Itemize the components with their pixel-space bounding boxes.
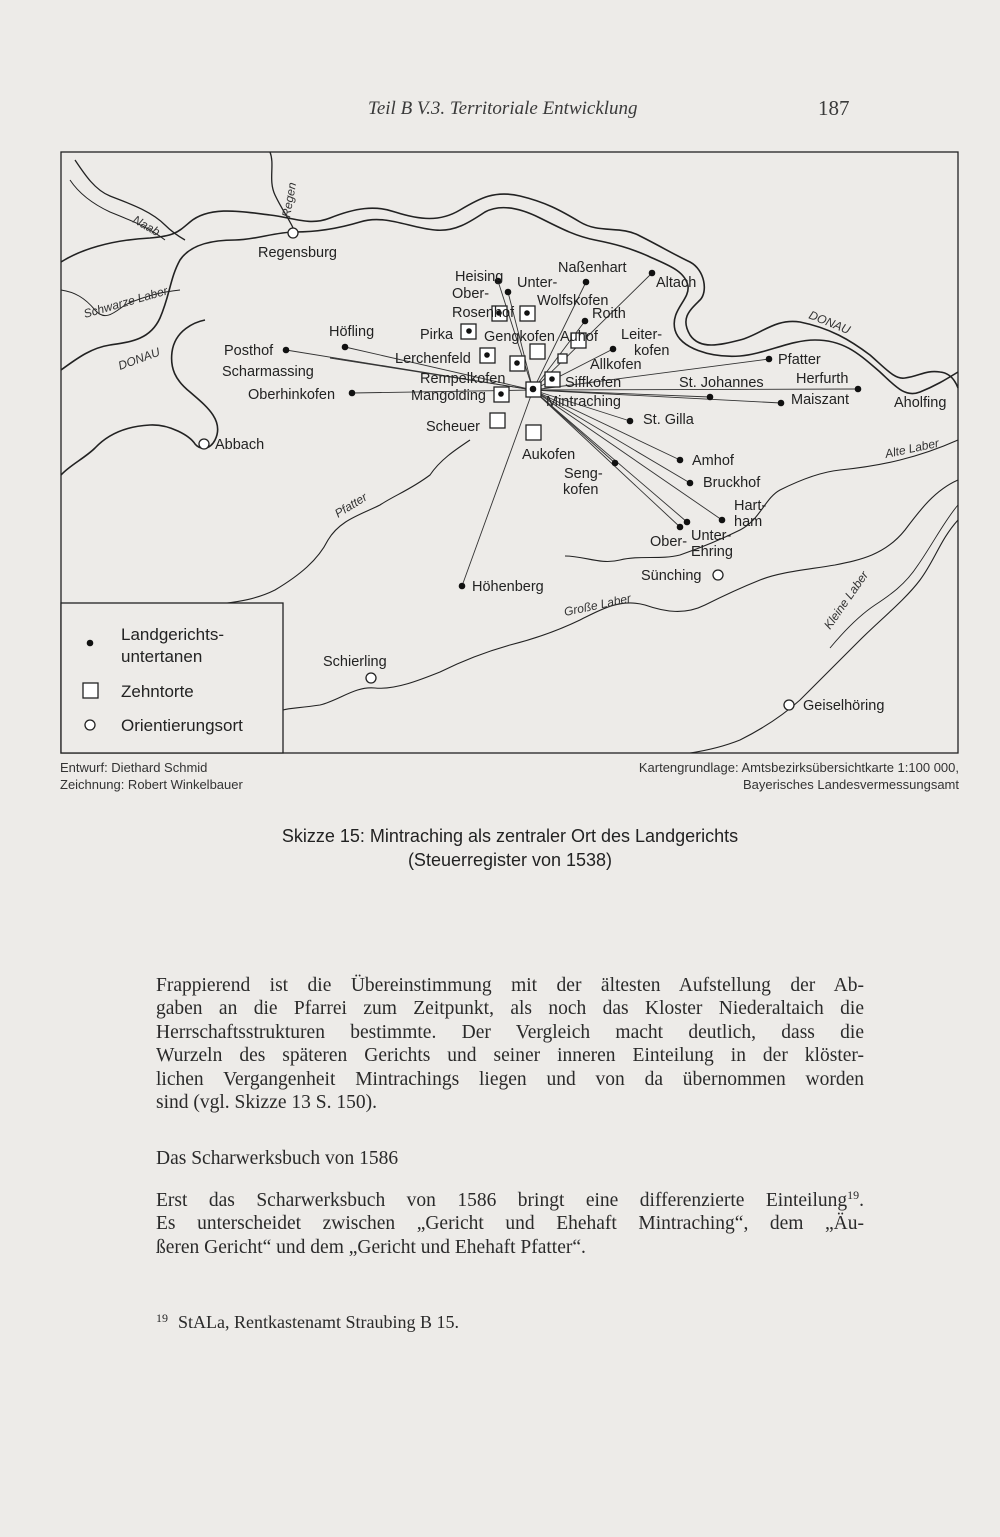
place-rempelkofen: Rempelkofen [420, 371, 506, 387]
place-oberhinkofen: Oberhinkofen [248, 387, 336, 403]
legend-dot-label-2: untertanen [121, 647, 203, 666]
legend-square-label: Zehntorte [121, 682, 194, 701]
paragraph-1-line: Herrschaftsstrukturen bestimmte. Der Vergleich macht deutlich, dass die [156, 1021, 864, 1043]
kleine-laber-bank [830, 505, 958, 648]
place-pirka: Pirka [420, 327, 454, 343]
footnote-number: 19 [156, 1311, 168, 1325]
place-nassenhart: Naßenhart [558, 260, 627, 276]
paragraph-1-line: sind (vgl. Skizze 13 S. 150). [156, 1092, 377, 1114]
legend-circle-label: Orientierungsort [121, 716, 243, 735]
river-label-regen: Regen [279, 181, 300, 219]
river-label-alte-laber: Alte Laber [883, 435, 941, 461]
place-labels [215, 245, 946, 714]
place-hartham: Hart- [734, 498, 767, 514]
legend-dot-label-1: Landgerichts- [121, 625, 225, 644]
paragraph-2-text: Erst das Scharwerksbuch von 1586 bringt eine differenzierte Einteilung [156, 1190, 848, 1211]
place-scharmassing: Scharmassing [222, 364, 314, 380]
credits-left [60, 759, 243, 793]
credit-drawing: Zeichnung: Robert Winkelbauer [60, 777, 243, 792]
paragraph-1-line: gaben an die Pfarrei zum Zeitpunkt, als noch das Kloster Niederaltaich die [156, 998, 864, 1020]
credit-basemap: Kartengrundlage: Amtsbezirksübersichtkarte 1:100 000, [638, 760, 959, 775]
place-amhof: Amhof [692, 453, 734, 469]
place-scheuer: Scheuer [426, 419, 481, 435]
paragraph-1-line: lichen Vergangenheit Mintrachings liegen und von da übernommen worden [156, 1068, 864, 1090]
place-allkofen: Allkofen [590, 357, 642, 373]
river-label-pfatter: Pfatter [332, 489, 370, 521]
subject-dots [283, 270, 862, 590]
place-aholfing: Aholfing [894, 395, 947, 411]
figure-caption [0, 824, 1000, 872]
place-pfatter: Pfatter [778, 352, 821, 368]
paragraph-1-line: Wurzeln des späteren Gerichts und seiner inneren Einteilung in der klöster- [156, 1045, 864, 1067]
place-wolfskofen: Wolfskofen [537, 293, 609, 309]
place-rosenhof: Rosenhof [452, 305, 515, 321]
running-title: Teil B V.3. Territoriale Entwicklung [368, 98, 638, 119]
place-ober-rosenhof: Ober- [452, 286, 490, 302]
place-auhof: Auhof [560, 329, 598, 345]
river-label-naab: Naab [130, 212, 163, 239]
place-heising: Heising [455, 269, 504, 285]
paragraph-1-line: Frappierend ist die Übereinstimmung mit der ältesten Aufstellung der Ab- [156, 975, 864, 996]
footnote-reference[interactable]: 19 [847, 1188, 860, 1202]
running-header [0, 98, 1000, 128]
paragraph-2-line: ßeren Gericht“ und dem „Gericht und Ehehaft Pfatter“. [156, 1236, 586, 1258]
place-ober-ehring: Ober- [650, 534, 688, 550]
river-label-kleine-laber: Kleine Laber [820, 568, 872, 632]
place-posthof: Posthof [224, 343, 274, 359]
place-unter-ehring: Unter- [691, 528, 732, 544]
place-leiterkofen-2: kofen [634, 343, 670, 359]
credit-design: Entwurf: Diethard Schmid [60, 760, 208, 775]
place-gengkofen: Gengkofen [484, 329, 555, 345]
paragraph-1 [156, 974, 864, 1114]
place-suenching: Sünching [641, 568, 702, 584]
place-mangolding: Mangolding [411, 388, 486, 404]
paragraph-2-line: Es unterscheidet zwischen „Gericht und Ehehaft Mintraching“, dem „Äu- [156, 1213, 864, 1235]
place-sengkofen-2: kofen [563, 482, 599, 498]
credits-right [639, 759, 959, 793]
orientation-markers [199, 228, 794, 710]
place-hoehenberg: Höhenberg [472, 579, 544, 595]
caption-line-1: Skizze 15: Mintraching als zentraler Ort des Landgerichts [281, 826, 739, 846]
place-altach: Altach [656, 275, 697, 291]
section-heading: Das Scharwerksbuch von 1586 [156, 1148, 399, 1169]
footnote [156, 1311, 459, 1333]
paragraph-2-line-with-note [156, 1184, 864, 1212]
naab-river [75, 160, 185, 240]
place-geiselhoering: Geiselhöring [803, 698, 885, 714]
place-lerchenfeld: Lerchenfeld [395, 351, 471, 367]
place-roith: Roith [592, 306, 626, 322]
connection-lines [286, 273, 858, 586]
pfatter-river [220, 440, 470, 604]
place-regensburg: Regensburg [258, 245, 337, 261]
credit-agency: Bayerisches Landesvermessungsamt [742, 777, 959, 792]
footnote-text: StALa, Rentkastenamt Straubing B 15. [178, 1312, 459, 1332]
place-maiszant: Maiszant [791, 392, 850, 408]
river-label-donau-west: DONAU [116, 344, 162, 373]
river-label-grosse-laber: Große Laber [562, 591, 633, 619]
place-sengkofen: Seng- [564, 466, 603, 482]
place-hartham-2: ham [734, 514, 763, 530]
place-siffkofen: Siffkofen [565, 375, 622, 391]
place-hoefling: Höfling [329, 324, 375, 340]
caption-line-2: (Steuerregister von 1538) [407, 850, 613, 870]
place-herfurth: Herfurth [796, 371, 849, 387]
place-ehring: Ehring [691, 544, 733, 560]
paragraph-2 [156, 1184, 864, 1259]
place-abbach: Abbach [215, 437, 265, 453]
place-schierling: Schierling [323, 654, 387, 670]
place-leiterkofen: Leiter- [621, 327, 663, 343]
place-st-gilla: St. Gilla [643, 412, 694, 428]
place-aukofen: Aukofen [522, 447, 576, 463]
paragraph-2-period: . [859, 1190, 864, 1211]
page-number: 187 [818, 96, 850, 120]
river-label-schwarze-laber: Schwarze Laber [81, 283, 170, 321]
place-unter-wolfskofen: Unter- [517, 275, 558, 291]
place-bruckhof: Bruckhof [703, 475, 761, 491]
map-figure [0, 140, 1000, 760]
place-mintraching: Mintraching [546, 394, 621, 410]
place-st-johannes: St. Johannes [679, 375, 764, 391]
map-legend [61, 603, 283, 753]
river-label-donau-east: DONAU [806, 307, 853, 338]
